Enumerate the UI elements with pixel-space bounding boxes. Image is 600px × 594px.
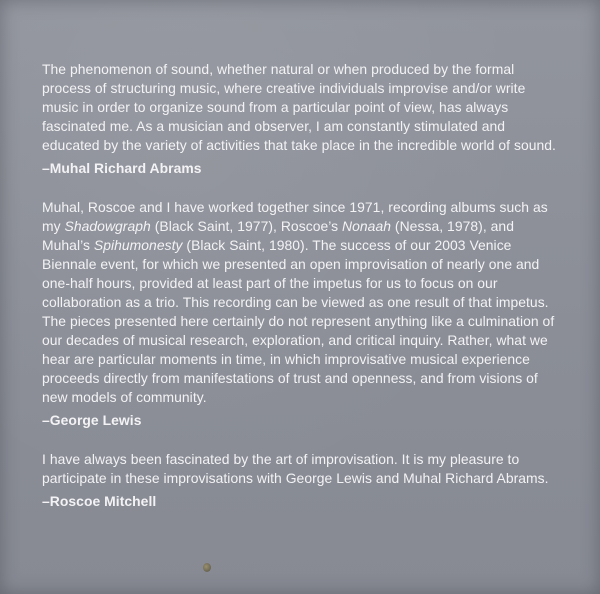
signature-lewis: –George Lewis (42, 412, 142, 428)
statement-block-mitchell (42, 450, 560, 511)
statement-text: I have always been fascinated by the art of improvisation. It is my pleasure to participate in these improvisations with George Lewis and Muhal Richard Abrams. (42, 451, 549, 486)
statement-paragraph (42, 450, 560, 488)
paper-speck (203, 563, 211, 572)
album-title-shadowgraph: Shadowgraph (64, 218, 151, 234)
block-spacer (42, 430, 560, 450)
signature-abrams: –Muhal Richard Abrams (42, 160, 202, 176)
statement-text: Muhal, Roscoe and I have worked together since 1971, recording albums such as my (42, 199, 548, 234)
album-title-spihumonesty: Spihumonesty (93, 237, 183, 253)
statement-block-lewis (42, 198, 560, 430)
statement-text: (Black Saint, 1980). The success of our 2003 Venice Biennale event, for which we presented an open improvisation of nearly one and one-half hours, provided at least part of the impetus for us to focus on our collaboration as a trio. This recording can be viewed as one result of that impetus. The pieces presented here certainly do not represent anything like a culmination of our decades of musical research, exploration, and critical inquiry. Rather, what we hear are particular moments in time, in which improvisative musical experience proceeds directly from manifestations of trust and openness, and from visions of new models of community. (42, 237, 555, 405)
block-spacer (42, 178, 560, 198)
statement-paragraph (42, 60, 560, 155)
statement-text: (Black Saint, 1977), Roscoe’s (150, 218, 343, 234)
album-title-nonaah: Nonaah (342, 218, 392, 234)
statement-text: The phenomenon of sound, whether natural or when produced by the formal process of structuring music, where creative individuals improvise and/or write music in order to organize sound from a particular point of view, has always fascinated me. As a musician and observer, I am constantly stimulated and educated by the variety of activities that take place in the incredible world of sound. (42, 61, 556, 153)
signature-mitchell: –Roscoe Mitchell (42, 493, 157, 509)
statement-text: (Nessa, 1978), and Muhal’s (42, 218, 514, 253)
statement-paragraph (42, 198, 560, 407)
statement-block-abrams (42, 60, 560, 178)
liner-notes-text (42, 60, 560, 511)
